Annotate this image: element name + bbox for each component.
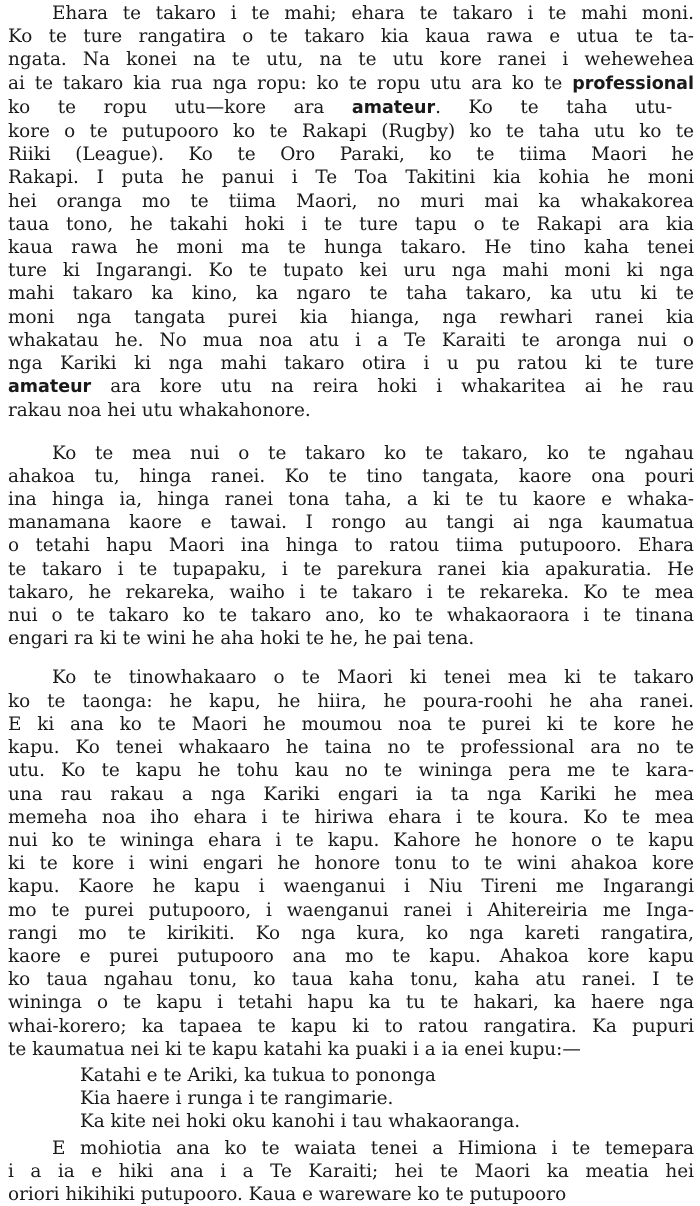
verse-line: Kia haere i runga i te rangimarie. xyxy=(80,1088,394,1110)
text-line: oriori hikihiki putupooro. Kaua e wareware ko te putupooro xyxy=(8,1183,567,1205)
text-line xyxy=(8,375,694,399)
paragraph-simeon-song xyxy=(8,1137,694,1206)
text-line: ko te taonga: he kapu, he hiira, he poura-roohi he aha ranei. xyxy=(8,690,694,712)
text-line: E ki ana ko te Maori he moumou noa te purei ki te kore he xyxy=(8,713,694,735)
verse-line: Ka kite nei hoki oku kanohi i tau whakaoranga. xyxy=(80,1111,521,1133)
text-line: kapu. Kaore he kapu i waenganui i Niu Tireni me Ingarangi xyxy=(8,876,694,898)
text-line: taua tono, he takahi hoki i te ture tapu o te Rakapi ara kia xyxy=(8,213,694,235)
text-line: E mohiotia ana ko te waiata tenei a Himiona i te temepara xyxy=(52,1137,694,1159)
text-line: Ko te tinowhakaaro o te Maori ki tenei mea ki te takaro xyxy=(52,667,694,689)
text-line: wininga o te kapu i tetahi hapu ka tu te hakari, ka haere nga xyxy=(8,992,694,1014)
text-line: nui o te takaro ko te takaro ano, ko te whakaoraora i te tinana xyxy=(8,605,694,627)
keyword-amateur: amateur xyxy=(351,97,436,118)
text-line: ture ki Ingarangi. Ko te tupato kei uru nga mahi moni ki nga xyxy=(8,260,694,282)
text-line: ki te kore i wini engari he honore tonu to te wini ahakoa kore xyxy=(8,853,694,875)
keyword-professional: professional xyxy=(572,73,694,94)
text-line: kore o te putupooro ko te Rakapi (Rugby) ko te taha utu ko te xyxy=(8,121,694,143)
text-line: una rau rakau a nga Kariki engari ia ta nga Kariki he mea xyxy=(8,783,694,805)
text-line: utu. Ko te kapu he tohu kau no te wininga pera me te kara- xyxy=(8,760,694,782)
text-run: ko te ropu utu—kore ara xyxy=(8,96,352,118)
verse-line: Katahi e te Ariki, ka tukua to pononga xyxy=(80,1064,436,1086)
text-line: te kaumatua nei ki te kapu katahi ka puaki i a ia enei kupu:— xyxy=(8,1038,581,1060)
text-line: rakau noa hei utu whakahonore. xyxy=(8,400,311,422)
text-line: Ko te mea nui o te takaro ko te takaro, ko te ngahau xyxy=(52,442,694,464)
text-line: Ko te ture rangatira o te takaro kia kaua rawa e utua te ta- xyxy=(8,26,694,48)
paragraph-amateur-rules xyxy=(8,2,694,423)
text-line: mo te purei putupooro, i waenganui ranei i Ahitereiria me Inga- xyxy=(8,899,694,921)
text-line: memeha noa iho ehara i te hiriwa ehara i te koura. Ko te mea xyxy=(8,806,694,828)
text-line: Riiki (League). Ko te Oro Paraki, ko te tiima Maori he xyxy=(8,144,694,166)
text-line: kaore e purei putupooro ana mo te kapu. Ahakoa kore kapu xyxy=(8,945,694,967)
text-run: ara kore utu na reira hoki i whakaritea ai he rau xyxy=(91,376,694,398)
text-line: engari ra ki te wini he aha hoki te he, he pai tena. xyxy=(8,628,475,650)
text-line xyxy=(8,96,694,120)
text-line: Rakapi. I puta he panui i Te Toa Takitini kia kohia he moni xyxy=(8,167,694,189)
text-line: hei oranga mo te tiima Maori, no muri mai ka whakakorea xyxy=(8,190,694,212)
text-line: kapu. Ko tenei whakaaro he taina no te professional ara no te xyxy=(8,737,694,759)
text-line: ko taua ngahau tonu, ko taua kaha tonu, kaha atu ranei. I te xyxy=(8,969,694,991)
text-line: Ehara te takaro i te mahi; ehara te takaro i te mahi moni. xyxy=(52,3,694,24)
paragraph-spirit-of-play xyxy=(8,442,694,651)
paragraph-cup-trophies xyxy=(8,666,694,1060)
text-line: nga Kariki ki nga mahi takaro otira i u pu ratou ki te ture xyxy=(8,353,694,375)
text-line: takaro, he rekareka, waiho i te takaro i te rekareka. Ko te mea xyxy=(8,581,694,603)
text-line: whai-korero; ka tapaea te kapu ki to ratou rangatira. Ka pupuri xyxy=(8,1015,694,1037)
text-line: ngata. Na konei na te utu, na te utu kore ranei i wehewehea xyxy=(8,49,694,71)
text-line: nui ko te wininga ehara i te kapu. Kahore he honore o te kapu xyxy=(8,829,694,851)
text-line: te takaro i te tupapaku, i te parekura ranei kia apakuratia. He xyxy=(8,558,694,580)
text-line: rangi mo te kirikiti. Ko nga kura, ko nga kareti rangatira, xyxy=(8,922,694,944)
hymn-quote xyxy=(8,1064,694,1134)
text-line: o tetahi hapu Maori ina hinga to ratou tiima putupooro. Ehara xyxy=(8,535,694,557)
text-line: manamana kaore e tawai. I rongo au tangi ai nga kaumatua xyxy=(8,512,694,534)
text-line: ahakoa tu, hinga ranei. Ko te tino tangata, kaore ona pouri xyxy=(8,465,694,487)
text-line: kaua rawa he moni ma te hunga takaro. He tino kaha tenei xyxy=(8,237,694,259)
text-line xyxy=(8,72,694,96)
keyword-amateur: amateur xyxy=(8,377,92,398)
text-line: whakatau he. No mua noa atu i a Te Karaiti te aronga nui o xyxy=(8,329,694,351)
text-run: . Ko te taha utu- xyxy=(435,96,673,118)
text-line: mahi takaro ka kino, ka ngaro te taha takaro, ka utu ki te xyxy=(8,283,694,305)
text-run: ai te takaro kia rua nga ropu: ko te ropu utu ara ko te xyxy=(8,72,573,94)
text-line: i a ia e hiki ana i a Te Karaiti; hei te Maori ka meatia hei xyxy=(8,1160,694,1182)
text-line: ina hinga ia, hinga ranei tona taha, a ki te tu kaore e whaka- xyxy=(8,489,694,511)
text-line: moni nga tangata purei kia hianga, nga rewhari ranei kia xyxy=(8,306,694,328)
